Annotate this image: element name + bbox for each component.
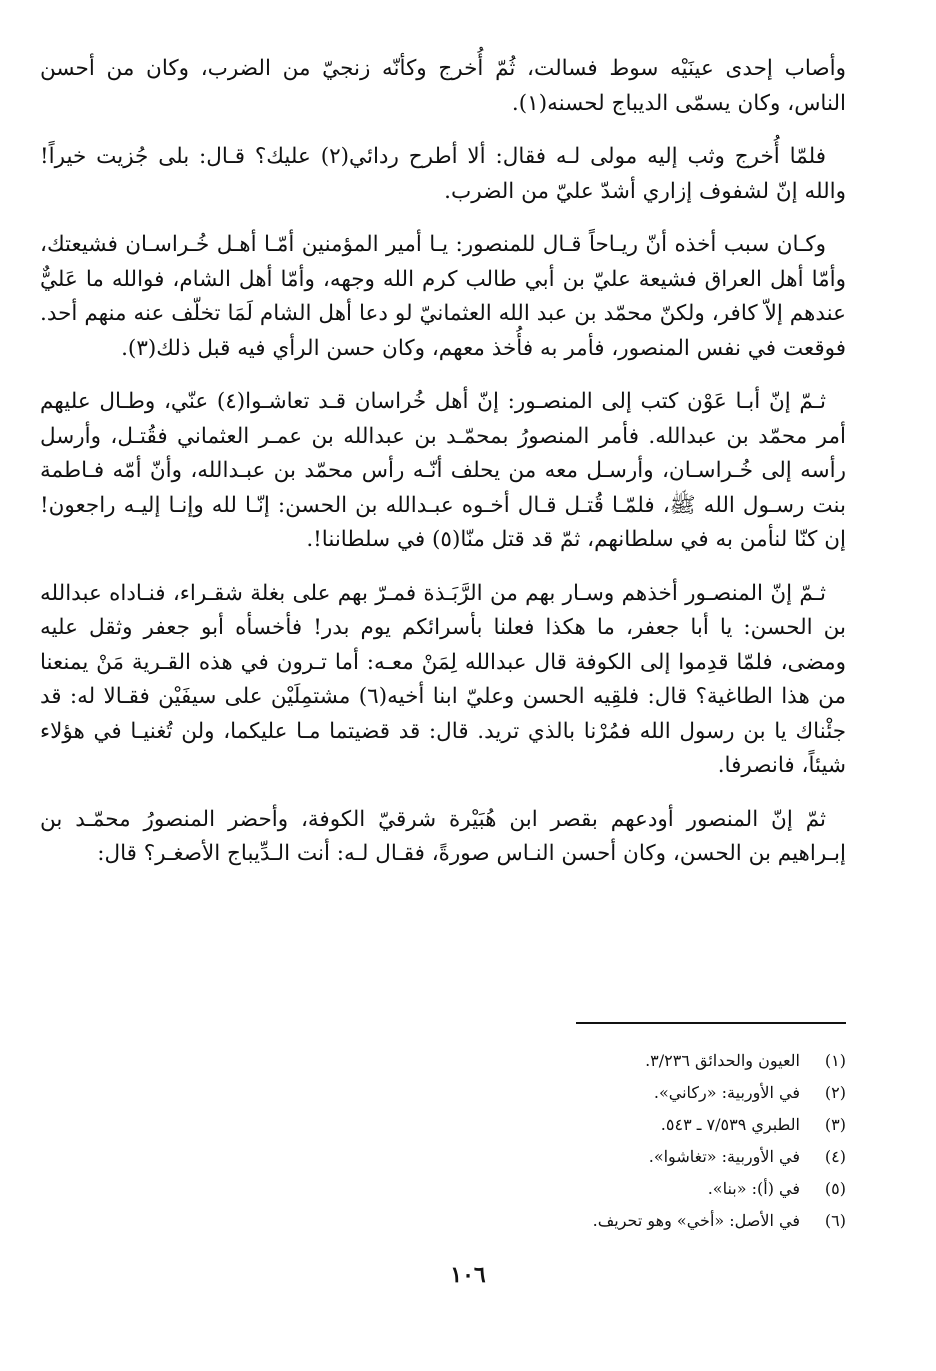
footnote-text: العيون والحدائق ٣/٢٣٦. — [645, 1051, 800, 1070]
paragraph-3: وكـان سبب أخذه أنّ ريـاحاً قـال للمنصور: يـا أمير المؤمنين أمّـا أهـل خُـراسـان فشيعتك، وأمّا أهل العراق فشيعة عليّ بن أبي طالب كرم الله وجهه، وأمّا أهل الشام، فوالله ما عَليٌّ عندهم إلاّ كافر، ولكنّ محمّد بن عبد الله العثمانيّ لو دعا أهل الشام لَمَا تخلّف عنه منهم أحد. فوقعت في نفس المنصور، فأمر به فأُخذ معهم، وكان حسن الرأي فيه قبل ذلك(٣). — [40, 232, 846, 361]
footnote-6 — [146, 1205, 846, 1237]
footnotes — [146, 1045, 846, 1237]
paragraph-5: ثـمّ إنّ المنصـور أخذهم وسـار بهم من الرَّبَـذة فمـرّ بهم على بغلة شقـراء، فنـاداه عبدالله بن الحسن: يا أبا جعفر، ما هكذا فعلنا بأسرائكم يوم بدر! فأخسأه أبو جعفر وثقل عليه ومضى، فلمّا قدِموا إلى الكوفة قال عبدالله لِمَنْ معـه: أما تـرون في هذه القـرية مَنْ يمنعنا من هذا الطاغية؟ قال: فلقِيه الحسن وعليّ ابنا أخيه(٦) مشتمِلَيْن على سيفَيْن فقـالا له: قد جئْناك يا بن رسول الله فمُرْنا بالذي تريد. قال: قد قضيتما مـا عليكما، ولن تُغنيـا في هؤلاء شيئاً، فانصرفا. — [40, 580, 846, 778]
paragraph-4: ثـمّ إنّ أبـا عَوْن كتب إلى المنصـور: إنّ أهل خُراسان قـد تعاشـوا(٤) عنّي، وطـال عليهم أمر محمّد بن عبدالله. فأمر المنصورُ بمحمّـد بن عبدالله بن عمـر العثماني فقُتـل، وأرسل رأسه إلى خُـراسـان، وأرسـل معه من يحلف أنّـه رأس محمّد بن عبـدالله، وأنّ أمّه فـاطمة بنت رسـول الله ﷺ، فلمّـا قُتـل قـال أخـوه عبـدالله بن الحسن: إنّـا لله وإنـا إليـه راجعون! إن كنّا لنأمن به في سلطانهم، ثمّ قد قتل منّا(٥) في سلطاننا!. — [40, 389, 846, 552]
footnote-number: (١) — [824, 1051, 846, 1070]
footnote-text: في الأوربية: «تغاشوا». — [648, 1147, 800, 1166]
footnote-number: (٣) — [824, 1115, 846, 1134]
main-text — [40, 52, 846, 891]
page-number: ١٠٦ — [450, 1262, 486, 1288]
paragraph-2: فلمّا أُخرج وثب إليه مولى لـه فقال: ألا أطرح ردائي(٢) عليك؟ قـال: بلى جُزيت خيراً! والله إنّ لشفوف إزاري أشدّ عليّ من الضرب. — [40, 144, 846, 204]
footnote-divider — [576, 1022, 846, 1024]
paragraph-6: ثمّ إنّ المنصور أودعهم بقصر ابن هُبَيْرة شرقيّ الكوفة، وأحضر المنصورُ محمّـد بن إبـراهيم بن الحسن، وكان أحسن النـاس صورةً، فقـال لـه: أنت الـدِّيباج الأصغـر؟ قال: — [40, 806, 846, 866]
footnote-3 — [146, 1109, 846, 1141]
paragraph-1: وأصاب إحدى عينَيْه سوط فسالت، ثُمّ أُخرج وكأنّه زنجيّ من الضرب، وكان من أحسن الناس، وكان يسمّى الديباج لحسنه(١). — [40, 56, 846, 116]
footnote-text: الطبري ٧/٥٣٩ ـ ٥٤٣. — [660, 1115, 800, 1134]
footnote-4 — [146, 1141, 846, 1173]
footnote-number: (٦) — [824, 1211, 846, 1230]
footnote-text: في (أ): «بنا». — [707, 1179, 800, 1198]
footnote-text: في الأوربية: «ركاني». — [653, 1083, 800, 1102]
footnote-text: في الأصل: «أخي» وهو تحريف. — [592, 1211, 800, 1230]
footnote-5 — [146, 1173, 846, 1205]
footnote-number: (٢) — [824, 1083, 846, 1102]
footnote-number: (٤) — [824, 1147, 846, 1166]
footnote-1 — [146, 1045, 846, 1077]
footnote-number: (٥) — [824, 1179, 846, 1198]
footnote-2 — [146, 1077, 846, 1109]
